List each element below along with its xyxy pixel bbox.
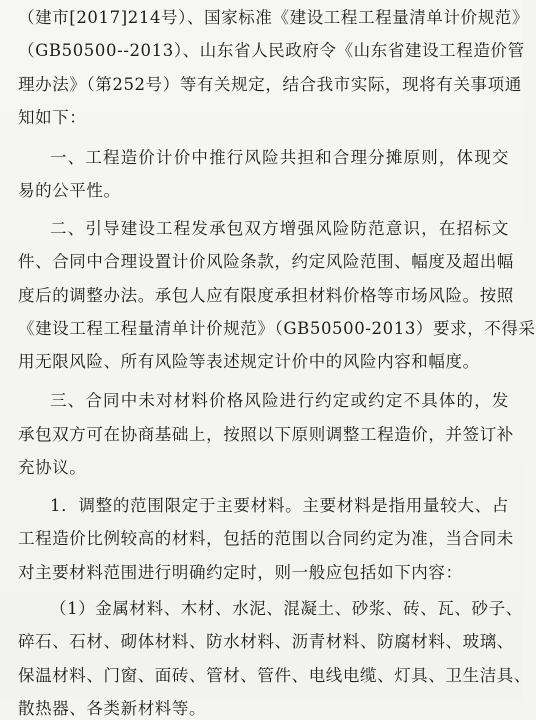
item-1-line: 对主要材料范围进行明确约定时，则一般应包括如下内容： — [18, 563, 463, 582]
paragraph-3-line: 三、合同中未对材料价格风险进行约定或约定不具体的，发 — [50, 391, 509, 410]
item-1-line: 工程造价比例较高的材料，包括的范围以合同约定为准，当合同未 — [18, 529, 514, 548]
paragraph-1-line: 一、工程造价计价中推行风险共担和合理分摊原则，体现交 — [50, 148, 509, 167]
text-line: （建市[2017]214号）、国家标准《建设工程工程量清单计价规范》 — [18, 8, 530, 27]
text-line: 理办法》（第252号）等有关规定，结合我市实际，现将有关事项通 — [18, 75, 522, 94]
paragraph-2-line: 用无限风险、所有风险等表述规定计价中的风险内容和幅度。 — [18, 352, 480, 371]
paragraph-1-line: 易的公平性。 — [18, 181, 121, 200]
paragraph-3-line: 充协议。 — [18, 458, 87, 477]
paragraph-2-line: 件、合同中合理设置计价风险条款，约定风险范围、幅度及超出幅 — [18, 252, 514, 271]
text-line: （GB50500--2013）、山东省人民政府令《山东省建设工程造价管 — [18, 41, 525, 60]
paragraph-3-line: 承包双方可在协商基础上，按照以下原则调整工程造价，并签订补 — [18, 425, 514, 444]
text-line: 知如下： — [18, 108, 87, 127]
item-1-line: 1．调整的范围限定于主要材料。主要材料是指用量较大、占 — [50, 496, 509, 515]
sub-item-1-line: 保温材料、门窗、面砖、管材、管件、电线电缆、灯具、卫生洁具、 — [18, 666, 531, 685]
paragraph-2-line: 《建设工程工程量清单计价规范》（GB50500-2013）要求，不得采 — [18, 319, 536, 338]
sub-item-1-line: 散热器、各类新材料等。 — [18, 699, 207, 718]
paragraph-2-line: 二、引导建设工程发承包双方增强风险防范意识，在招标文 — [50, 219, 509, 238]
sub-item-1-line: 碎石、石材、砌体材料、防水材料、沥青材料、防腐材料、玻璃、 — [18, 632, 514, 651]
paragraph-2-line: 度后的调整办法。承包人应有限度承担材料价格等市场风险。按照 — [18, 286, 514, 305]
sub-item-1-line: （1）金属材料、木材、水泥、混凝土、砂浆、砖、瓦、砂子、 — [50, 599, 523, 618]
